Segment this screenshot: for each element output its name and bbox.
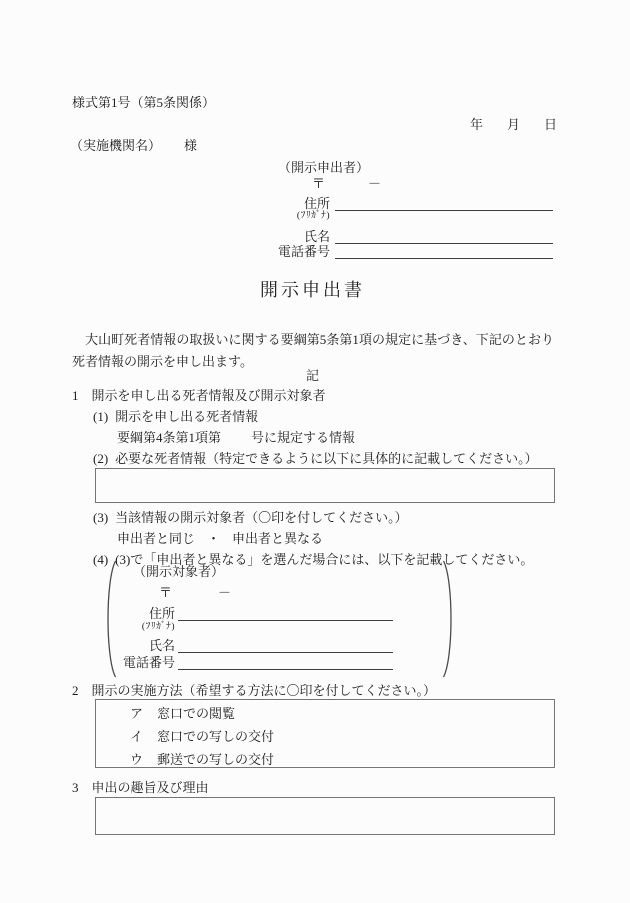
sub1-number: (1)	[93, 409, 109, 424]
target-furigana-label: (ﾌﾘｶﾞﾅ)	[141, 622, 175, 632]
purpose-reason-entry-box[interactable]	[95, 797, 555, 835]
target-postal-dash: －	[218, 585, 232, 600]
section1-number: 1	[72, 388, 79, 403]
option-b-text: 窓口での写しの交付	[157, 729, 275, 744]
applicant-address-label: 住所	[303, 196, 330, 211]
sub4-text: (3)で「申出者と異なる」を選んだ場合には、以下を記載してください。	[115, 552, 534, 567]
target-phone-label: 電話番号	[122, 655, 175, 670]
applicant-postal-mark: 〒	[312, 176, 326, 191]
date-line	[470, 118, 557, 131]
deceased-info-entry-box[interactable]	[95, 468, 555, 503]
section1-sub3-row	[93, 511, 408, 524]
section1-sub2-row	[93, 452, 538, 465]
sub4-number: (4)	[93, 552, 109, 567]
date-month-label: 月	[507, 117, 521, 132]
section2-heading: 開示の実施方法（希望する方法に〇印を付してください。）	[91, 683, 437, 698]
clause-after-blank: 号に規定する情報	[251, 430, 356, 445]
agency-honorific-label: 様	[184, 138, 198, 153]
choice-separator-dot: ・	[207, 531, 221, 546]
applicant-phone-label: 電話番号	[277, 244, 330, 259]
sub1-text: 開示を申し出る死者情報	[115, 409, 259, 424]
section3-heading-row	[72, 781, 209, 794]
applicant-heading: （開示申出者）	[278, 160, 370, 175]
section2-number: 2	[72, 683, 79, 698]
section1-heading: 開示を申し出る死者情報及び開示対象者	[91, 388, 326, 403]
target-address-input-line[interactable]	[178, 620, 393, 621]
method-option-a[interactable]	[130, 707, 235, 720]
option-b-kana: イ	[130, 729, 144, 744]
sub3-text: 当該情報の開示対象者（〇印を付してください。）	[115, 510, 408, 525]
target-name-input-line[interactable]	[178, 652, 393, 653]
form-number-label: 様式第1号（第5条関係）	[72, 95, 216, 110]
target-phone-input-line[interactable]	[178, 669, 393, 670]
agency-name-label: （実施機関名）	[70, 138, 162, 153]
page-title: 開示申出書	[260, 280, 365, 300]
option-a-kana: ア	[130, 706, 144, 721]
sub2-number: (2)	[93, 451, 109, 466]
target-postal-mark: 〒	[159, 585, 173, 600]
bracket-right-icon	[441, 560, 457, 678]
body-paragraph: 大山町死者情報の取扱いに関する要綱第5条第1項の規定に基づき、下記のとおり死者情報の開示を申し出ます。	[72, 332, 554, 369]
clause-before-blank: 要綱第4条第1項第	[117, 430, 222, 445]
choice-different-option[interactable]: 申出者と異なる	[232, 531, 324, 546]
section1-sub1-row	[93, 410, 258, 423]
disclosure-target-choice-row	[117, 532, 323, 545]
section3-number: 3	[72, 780, 79, 795]
section1-heading-row	[72, 389, 326, 402]
target-address-label: 住所	[148, 606, 175, 621]
applicant-name-label: 氏名	[303, 229, 330, 244]
date-year-label: 年	[470, 117, 484, 132]
section3-heading: 申出の趣旨及び理由	[91, 780, 209, 795]
applicant-postal-dash: －	[368, 176, 382, 191]
applicant-address-input-line[interactable]	[335, 210, 553, 211]
clause-row	[117, 431, 355, 444]
target-name-label: 氏名	[148, 638, 175, 653]
sub3-number: (3)	[93, 510, 109, 525]
date-day-label: 日	[544, 117, 558, 132]
choice-same-option[interactable]: 申出者と同じ	[117, 531, 196, 546]
applicant-furigana-label: (ﾌﾘｶﾞﾅ)	[296, 211, 330, 221]
section2-heading-row	[72, 684, 436, 697]
note-mark: 記	[305, 368, 319, 383]
option-a-text: 窓口での閲覧	[157, 706, 236, 721]
option-c-text: 郵送での写しの交付	[157, 752, 275, 767]
method-option-c[interactable]	[130, 753, 274, 766]
applicant-name-input-line[interactable]	[335, 243, 553, 244]
agency-line	[70, 139, 197, 152]
sub2-text: 必要な死者情報（特定できるように以下に具体的に記載してください。）	[115, 451, 538, 466]
target-heading: （開示対象者）	[133, 564, 225, 579]
applicant-phone-input-line[interactable]	[335, 258, 553, 259]
method-option-b[interactable]	[130, 730, 274, 743]
option-c-kana: ウ	[130, 752, 144, 767]
